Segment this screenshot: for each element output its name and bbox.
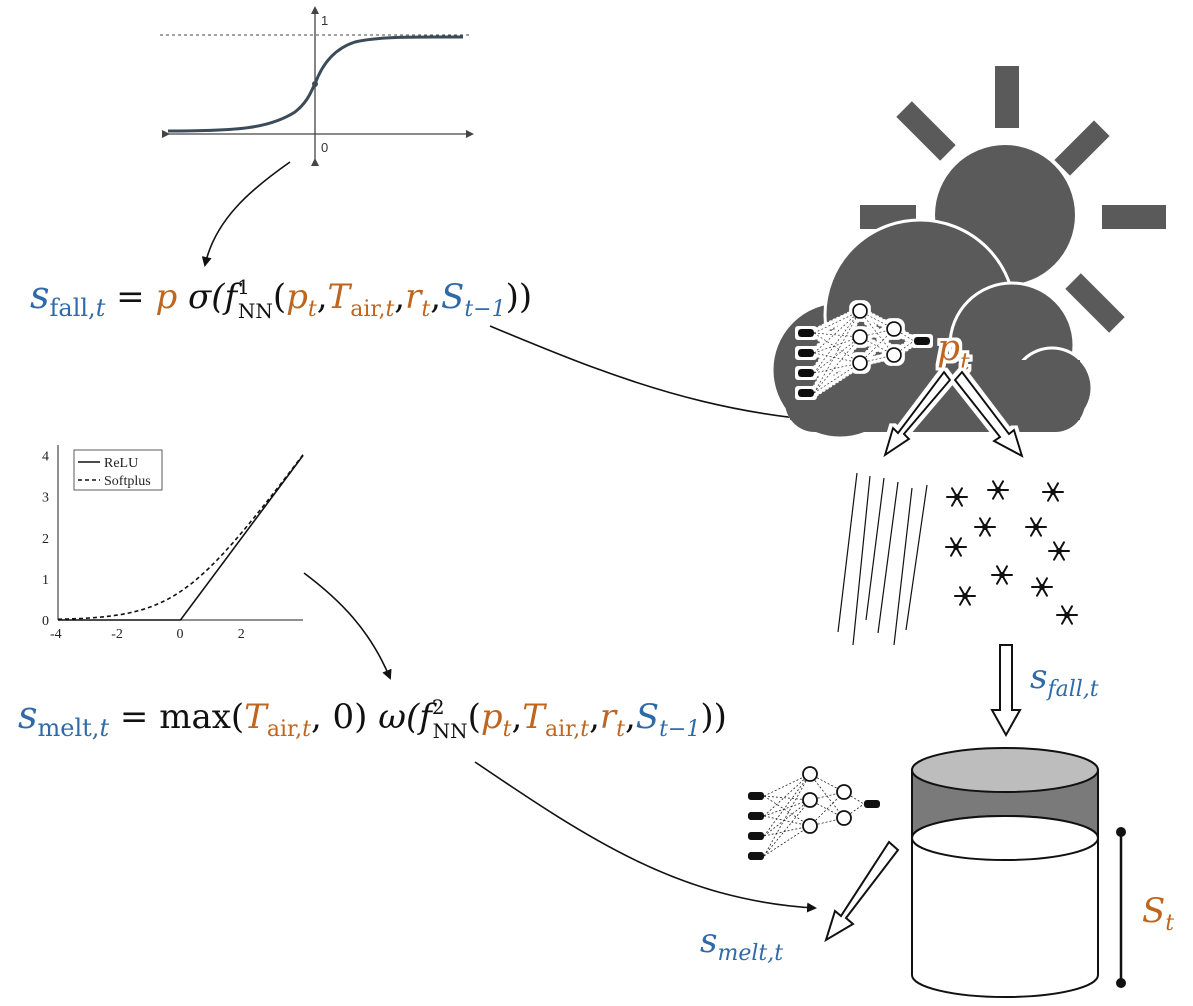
x-tick-label: -2 xyxy=(111,627,123,642)
y-tick-label: 4 xyxy=(42,449,49,465)
precipitation-label: $p_t$ xyxy=(937,328,970,376)
legend-relu-label: ReLU xyxy=(104,456,139,471)
x-tick-label: -4 xyxy=(50,627,62,642)
equation-snowfall: $s_{fall,}t = p$ $\sigma(f^1$ $NN(p_t,T_{air,}t,r_t,S_{t-1})$) xyxy=(30,273,533,323)
y-tick-label: 1 xyxy=(42,572,49,588)
x-tick-label: 0 xyxy=(176,627,184,642)
snowfall-down-arrow xyxy=(992,645,1020,735)
snowmelt-label: $s_{melt,t}$ xyxy=(700,921,784,966)
storage-label: $S_t$ xyxy=(1142,891,1175,936)
sigmoid-plot xyxy=(160,8,472,160)
y-tick-label: 2 xyxy=(42,531,49,547)
snowfall-label: $s_{fall,t}$ xyxy=(1030,657,1099,702)
legend-softplus-label: Softplus xyxy=(104,474,151,489)
neural-network-icon-bucket xyxy=(748,767,880,860)
activation-legend xyxy=(74,450,162,490)
sigmoid-tick-zero: 0 xyxy=(321,140,329,155)
snow-storage-bucket xyxy=(912,748,1098,997)
rain-streaks xyxy=(838,473,927,645)
activation-plot xyxy=(42,445,303,642)
snowflakes xyxy=(946,481,1077,623)
y-tick-label: 0 xyxy=(42,614,49,629)
sigmoid-midpoint xyxy=(312,81,318,87)
melt-out-arrow xyxy=(826,842,898,940)
y-tick-label: 3 xyxy=(42,490,49,506)
storage-height-bracket xyxy=(1116,827,1126,988)
equation-snowmelt: $s_{melt,}t = \max(T_{air,}t$, 0) $\omega(f^2$ $NN(p_t,T_{air,}t,r_t,S_{t-1})$) xyxy=(18,693,727,743)
x-tick-label: 2 xyxy=(237,627,245,642)
sigmoid-tick-one: 1 xyxy=(321,13,329,28)
arrow-sigmoid-to-sigma xyxy=(205,162,290,265)
arrow-softplus-to-omega xyxy=(304,573,390,678)
